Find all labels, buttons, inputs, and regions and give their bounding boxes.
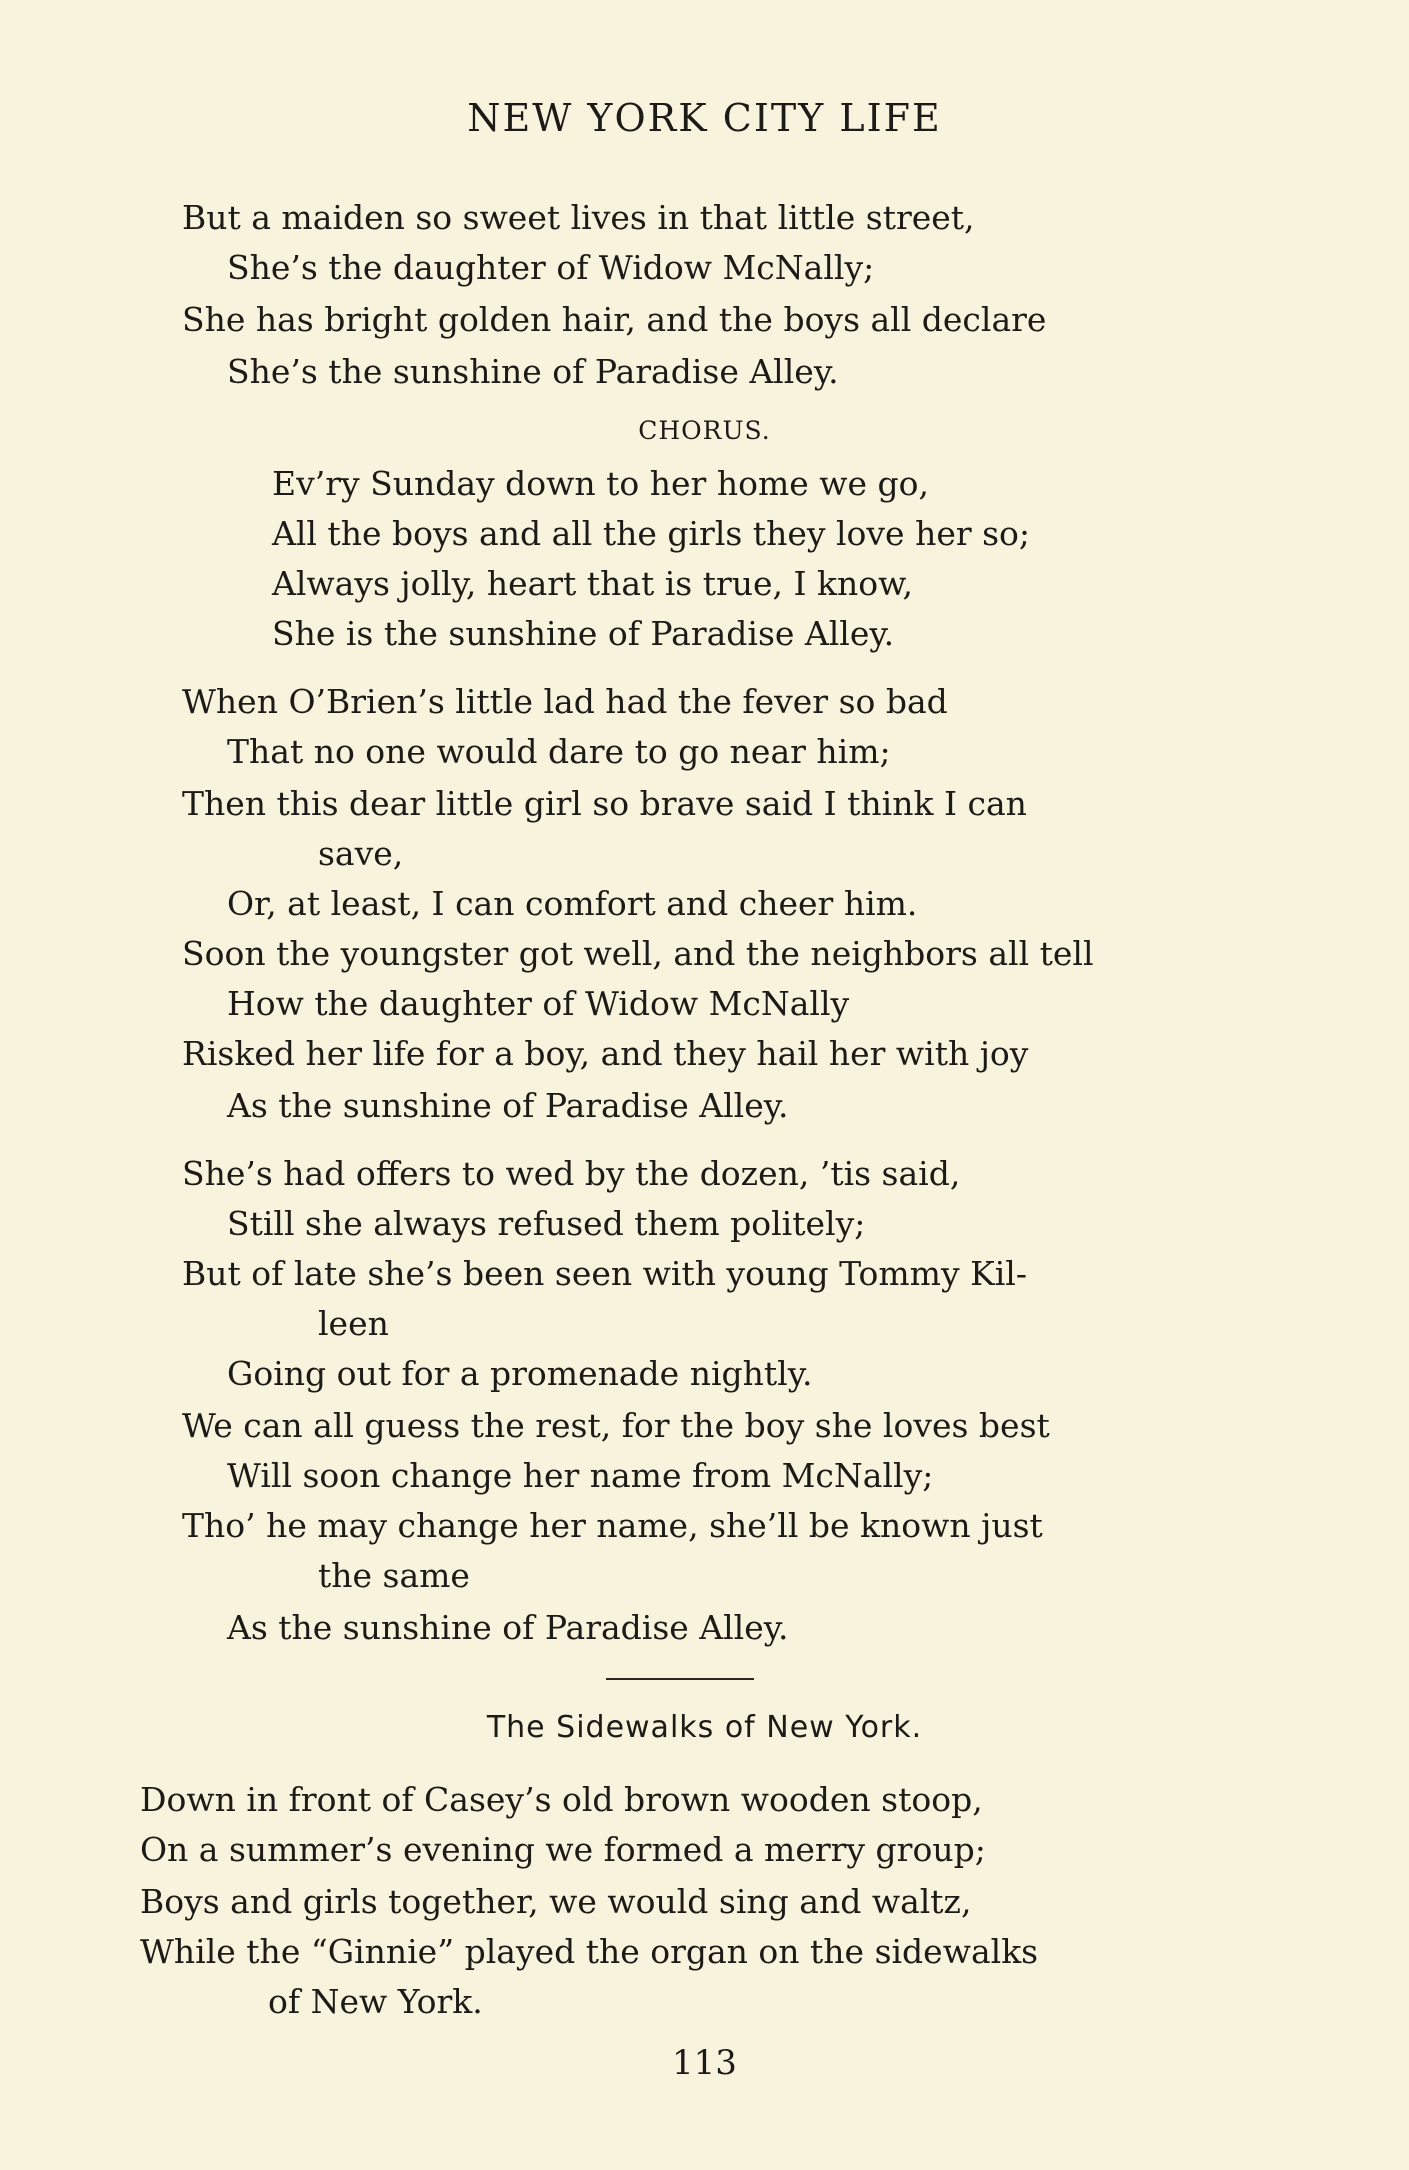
verse-line: Risked her life for a boy, and they hail her with joy <box>182 1034 1029 1073</box>
verse-line: the same <box>318 1556 470 1595</box>
verse-line: She has bright golden hair, and the boys all declare <box>182 300 1047 339</box>
verse-line: But of late she’s been seen with young Tommy Kil- <box>182 1254 1028 1293</box>
verse-line: Or, at least, I can comfort and cheer him. <box>227 884 918 923</box>
verse-line: Going out for a promenade nightly. <box>227 1354 813 1393</box>
chorus-label: CHORUS. <box>638 416 771 445</box>
verse-line: Boys and girls together, we would sing and waltz, <box>140 1882 972 1921</box>
verse-line: She’s the daughter of Widow McNally; <box>227 248 875 287</box>
verse-line: That no one would dare to go near him; <box>227 732 891 771</box>
verse-line: On a summer’s evening we formed a merry group; <box>140 1830 986 1869</box>
chorus-line: Ev’ry Sunday down to her home we go, <box>272 464 930 503</box>
verse-line: She’s had offers to wed by the dozen, ’tis said, <box>182 1154 961 1193</box>
verse-line: But a maiden so sweet lives in that little street, <box>182 198 975 237</box>
verse-line: Still she always refused them politely; <box>227 1204 866 1243</box>
verse-line: Soon the youngster got well, and the neighbors all tell <box>182 934 1094 973</box>
section-title: The Sidewalks of New York. <box>486 1710 923 1745</box>
verse-line: of New York. <box>268 1982 483 2021</box>
verse-line: She’s the sunshine of Paradise Alley. <box>227 352 839 391</box>
running-head: NEW YORK CITY LIFE <box>467 96 942 140</box>
verse-line: Down in front of Casey’s old brown wooden stoop, <box>140 1780 983 1819</box>
chorus-line: She is the sunshine of Paradise Alley. <box>272 614 895 653</box>
verse-line: Will soon change her name from McNally; <box>227 1456 934 1495</box>
section-divider <box>606 1678 754 1680</box>
verse-line: Then this dear little girl so brave said I think I can <box>182 784 1027 823</box>
verse-line: As the sunshine of Paradise Alley. <box>227 1086 789 1125</box>
verse-line: As the sunshine of Paradise Alley. <box>227 1608 789 1647</box>
verse-line: leen <box>318 1304 389 1343</box>
verse-line: While the “Ginnie” played the organ on the sidewalks <box>140 1932 1039 1971</box>
verse-line: Tho’ he may change her name, she’ll be known just <box>182 1506 1043 1545</box>
chorus-line: All the boys and all the girls they love her so; <box>272 514 1031 553</box>
page-number: 113 <box>672 2043 737 2083</box>
verse-line: How the daughter of Widow McNally <box>227 984 850 1023</box>
chorus-line: Always jolly, heart that is true, I know, <box>272 564 913 603</box>
verse-line: We can all guess the rest, for the boy she loves best <box>182 1406 1050 1445</box>
verse-line: When O’Brien’s little lad had the fever so bad <box>182 682 948 721</box>
verse-line: save, <box>318 834 404 873</box>
